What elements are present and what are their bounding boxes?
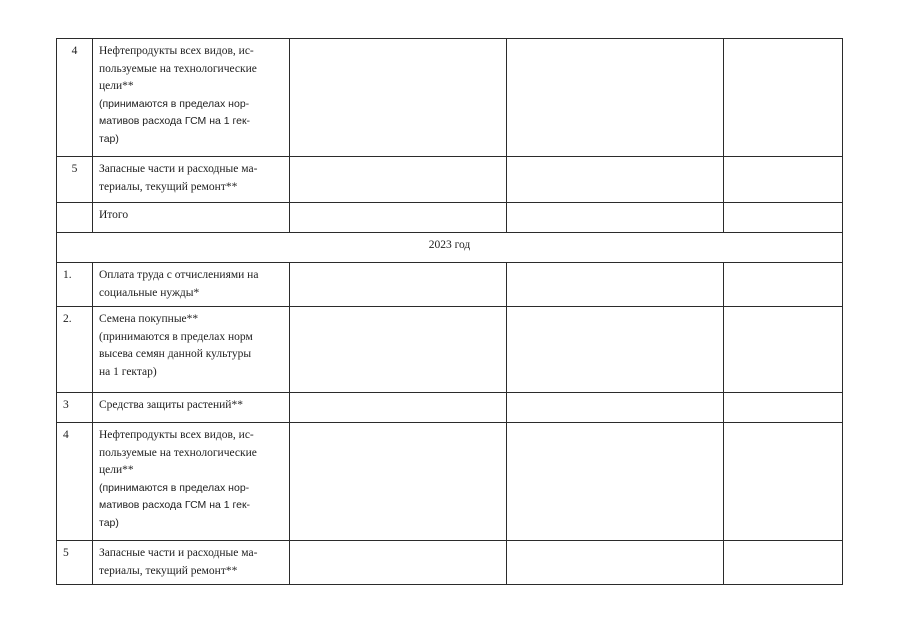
empty-value-cell	[290, 423, 507, 541]
cost-item-line: мативов расхода ГСМ на 1 гек-	[99, 499, 251, 511]
year-label: 2023 год	[57, 233, 843, 263]
row-number-cell: 5	[57, 157, 93, 203]
cost-item-cell	[93, 39, 290, 157]
cost-item-line: Запасные части и расходные ма-	[99, 547, 258, 559]
cost-table	[56, 38, 843, 585]
empty-value-cell	[290, 393, 507, 423]
table-row	[57, 203, 843, 233]
cost-item-line: (принимаются в пределах норм	[99, 330, 253, 343]
empty-value-cell	[290, 307, 507, 393]
cost-item-cell	[93, 423, 290, 541]
cost-item-line: мативов расхода ГСМ на 1 гек-	[99, 115, 251, 127]
cost-item-line: тар)	[99, 516, 119, 529]
empty-value-cell	[507, 263, 724, 307]
empty-value-cell	[724, 157, 843, 203]
row-number-cell: 1.	[57, 263, 93, 307]
empty-value-cell	[290, 157, 507, 203]
cost-item-line: пользуемые на технологические	[99, 446, 257, 459]
empty-value-cell	[290, 39, 507, 157]
cost-item-line: тар)	[99, 132, 119, 145]
empty-value-cell	[724, 423, 843, 541]
empty-value-cell	[507, 393, 724, 423]
cost-item-line: Итого	[99, 209, 129, 221]
table-row	[57, 39, 843, 157]
cost-item-line: (принимаются в пределах нор-	[99, 97, 250, 110]
row-number-cell: 5	[57, 541, 93, 585]
empty-value-cell	[724, 39, 843, 157]
row-number-cell: 4	[57, 423, 93, 541]
empty-value-cell	[724, 263, 843, 307]
row-number-cell	[57, 203, 93, 233]
table-row	[57, 541, 843, 585]
cost-item-cell	[93, 541, 290, 585]
cost-item-cell	[93, 263, 290, 307]
cost-item-line: Нефтепродукты всех видов, ис-	[99, 45, 254, 57]
cost-item-cell	[93, 307, 290, 393]
empty-value-cell	[724, 203, 843, 233]
table-row	[57, 263, 843, 307]
empty-value-cell	[724, 307, 843, 393]
empty-value-cell	[507, 541, 724, 585]
cost-table-body	[57, 39, 843, 585]
row-number-cell: 2.	[57, 307, 93, 393]
cost-item-line: социальные нужды*	[99, 286, 200, 299]
empty-value-cell	[507, 157, 724, 203]
cost-item-line: (принимаются в пределах нор-	[99, 481, 250, 494]
empty-value-cell	[290, 203, 507, 233]
row-number-cell: 3	[57, 393, 93, 423]
empty-value-cell	[507, 203, 724, 233]
table-row	[57, 307, 843, 393]
cost-item-line: Запасные части и расходные ма-	[99, 163, 258, 175]
cost-item-line: Средства защиты растений**	[99, 399, 243, 411]
empty-value-cell	[507, 307, 724, 393]
empty-value-cell	[724, 393, 843, 423]
cost-item-line: на 1 гектар)	[99, 365, 157, 378]
year-header-row	[57, 233, 843, 263]
cost-item-line: пользуемые на технологические	[99, 62, 257, 75]
table-row	[57, 423, 843, 541]
empty-value-cell	[507, 423, 724, 541]
table-row	[57, 393, 843, 423]
empty-value-cell	[290, 541, 507, 585]
empty-value-cell	[507, 39, 724, 157]
cost-item-line: териалы, текущий ремонт**	[99, 180, 238, 193]
cost-item-line: высева семян данной культуры	[99, 348, 252, 360]
cost-item-line: Оплата труда с отчислениями на	[99, 269, 259, 281]
cost-item-line: Семена покупные**	[99, 313, 199, 325]
row-number-cell: 4	[57, 39, 93, 157]
cost-item-line: цели**	[99, 80, 134, 92]
cost-item-line: териалы, текущий ремонт**	[99, 564, 238, 577]
empty-value-cell	[290, 263, 507, 307]
cost-item-cell	[93, 393, 290, 423]
cost-item-cell	[93, 157, 290, 203]
table-row	[57, 157, 843, 203]
cost-item-cell	[93, 203, 290, 233]
cost-item-line: цели**	[99, 464, 134, 476]
cost-item-line: Нефтепродукты всех видов, ис-	[99, 429, 254, 441]
empty-value-cell	[724, 541, 843, 585]
